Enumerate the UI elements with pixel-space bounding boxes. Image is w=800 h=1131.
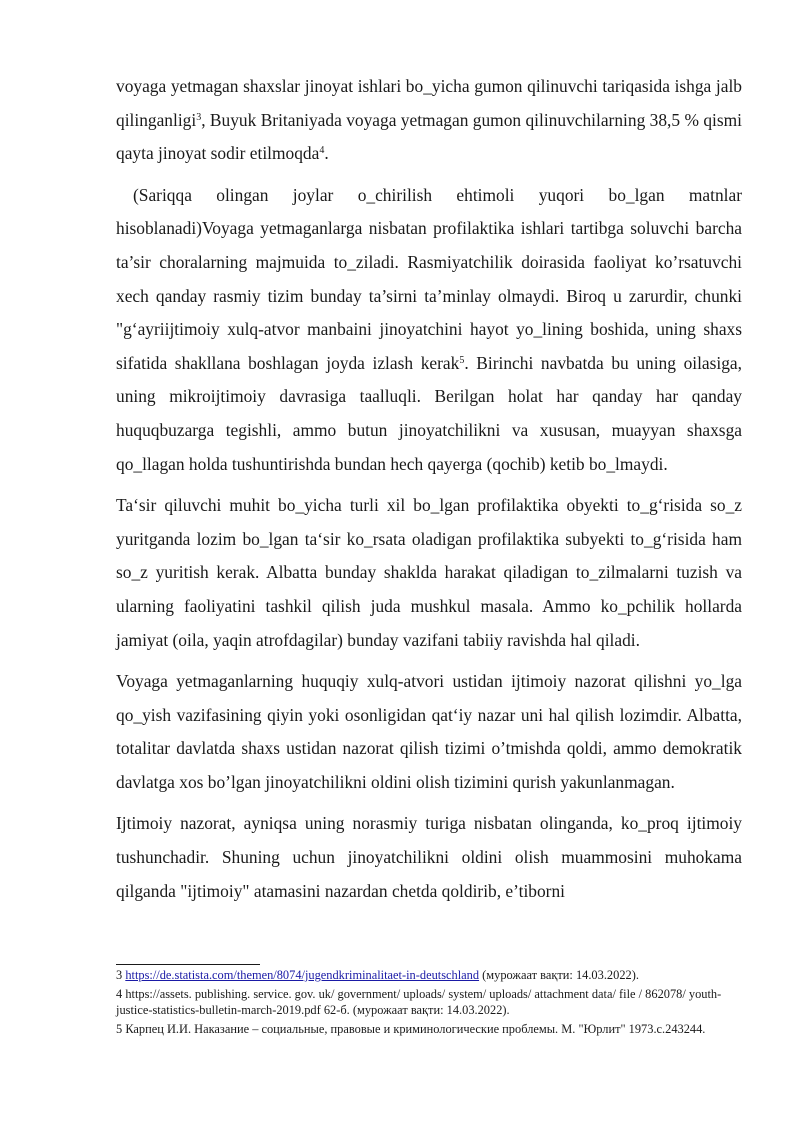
footnote-text: (мурожаат вақти: 14.03.2022). [479, 968, 639, 982]
paragraph-text: Ta‘sir qiluvchi muhit bo_yicha turli xil bo_lgan profilaktika obyekti to_g‘risida so_z yuritganda lozim bo_lgan ta‘sir ko_rsata oladigan profilaktika subyekti to_g‘risida ham so_z yuritish kerak. Albatta bunday shaklda harakat qiladigan to_zilmalarni tuzish va ularning faoliyatini tashkil qilish juda mushkul masala. Ammo ko_pchilik hollarda jamiyat (oila, yaqin atrofdagilar) bunday vazifani tabiiy ravishda hal qiladi. [116, 495, 742, 650]
footnote-text: https://assets. publishing. service. gov. uk/ government/ uploads/ system/ uploads/ attachment data/ file / 862078/ youth-justice-statistics-bulletin-march-2019.pdf 62-б. (мурожаат вақти: 14.03.2022). [116, 986, 722, 1018]
paragraph-text: (Sariqqa olingan joylar o_chirilish ehtimoli yuqori bo_lgan matnlar hisoblanadi)Voyaga yetmaganlarga nisbatan profilaktika ishlari tartibga soluvchi barcha ta’sir choralarning majmuida to_ziladi. Rasmiyatchilik doirasida faoliyat ko’rsatuvchi xech qanday rasmiy tizim bunday ta’sirni ta’minlay olmaydi. Biroq u zarurdir, chunki "g‘ayriijtimoiy xulq-atvor manbaini jinoyatchini hayot yo_lining boshida, uning shaxs sifatida shakllana boshlagan joyda izlash kerak [116, 184, 742, 373]
paragraph-2 [116, 179, 742, 481]
paragraph-text: . Birinchi navbatda bu uning oilasiga, uning mikroijtimoiy davrasiga taalluqli. Berilgan holat har qanday har qanday huquqbuzarga tegishli, ammo butun jinoyatchilikni va xususan, muayyan shaxsga qo_llagan holda tushuntirishda bundan hech qayerga (qochib) ketib bo_lmaydi. [116, 352, 743, 474]
footnote-5 [116, 1021, 742, 1038]
footnote-separator [116, 964, 260, 965]
footnote-number: 5 [116, 1021, 123, 1036]
footnotes [116, 967, 742, 1039]
paragraph-text: Ijtimoiy nazorat, ayniqsa uning norasmiy turiga nisbatan olinganda, ko_proq ijtimoiy tushunchadir. Shuning uchun jinoyatchilikni oldini olish muammosini muhokama qilganda "ijtimoiy" atamasini nazardan chetda qoldirib, e’tiborni [116, 813, 742, 901]
paragraph-text: Voyaga yetmaganlarning huquqiy xulq-atvori ustidan ijtimoiy nazorat qilishni yo_lga qo_yish vazifasining qiyin yoki osonligidan qat‘iy nazar uni hal qilish lozimdir. Albatta, totalitar davlatda shaxs ustidan nazorat qilish tizimi o’tmishda qoldi, ammo demokratik davlatga xos bo’lgan jinoyatchilikni oldini olish tizimini qurish yakunlanmagan. [116, 671, 742, 792]
footnote-text: Карпец И.И. Наказание – социальные, правовые и криминологические проблемы. М. "Юрлит" 1973.c.243244. [125, 1021, 706, 1036]
paragraph-text: . [324, 143, 329, 164]
footnote-3 [116, 967, 742, 984]
footnote-number: 4 [116, 986, 123, 1001]
footnote-number: 3 [116, 968, 123, 982]
body-text [116, 70, 742, 916]
footnote-4 [116, 986, 742, 1019]
paragraph-text: voyaga yetmagan shaxslar jinoyat ishlari bo_yicha gumon qilinuvchi tariqasida ishga jalb qilinganligi [116, 76, 742, 130]
footnote-ref-3[interactable]: 3 [196, 111, 202, 123]
paragraph-text: , Buyuk Britaniyada voyaga yetmagan gumon qilinuvchilarning 38,5 % qismi qayta jinoyat sodir etilmoqda [116, 109, 742, 164]
paragraph-5 [116, 807, 742, 908]
footnote-ref-5[interactable]: 5 [459, 354, 465, 366]
footnote-ref-4[interactable]: 4 [319, 145, 325, 157]
footnote-link[interactable]: https://de.statista.com/themen/8074/jugendkriminalitaet-in-deutschland [125, 968, 480, 982]
paragraph-4 [116, 665, 742, 799]
paragraph-3 [116, 489, 742, 657]
paragraph-1 [116, 70, 742, 171]
